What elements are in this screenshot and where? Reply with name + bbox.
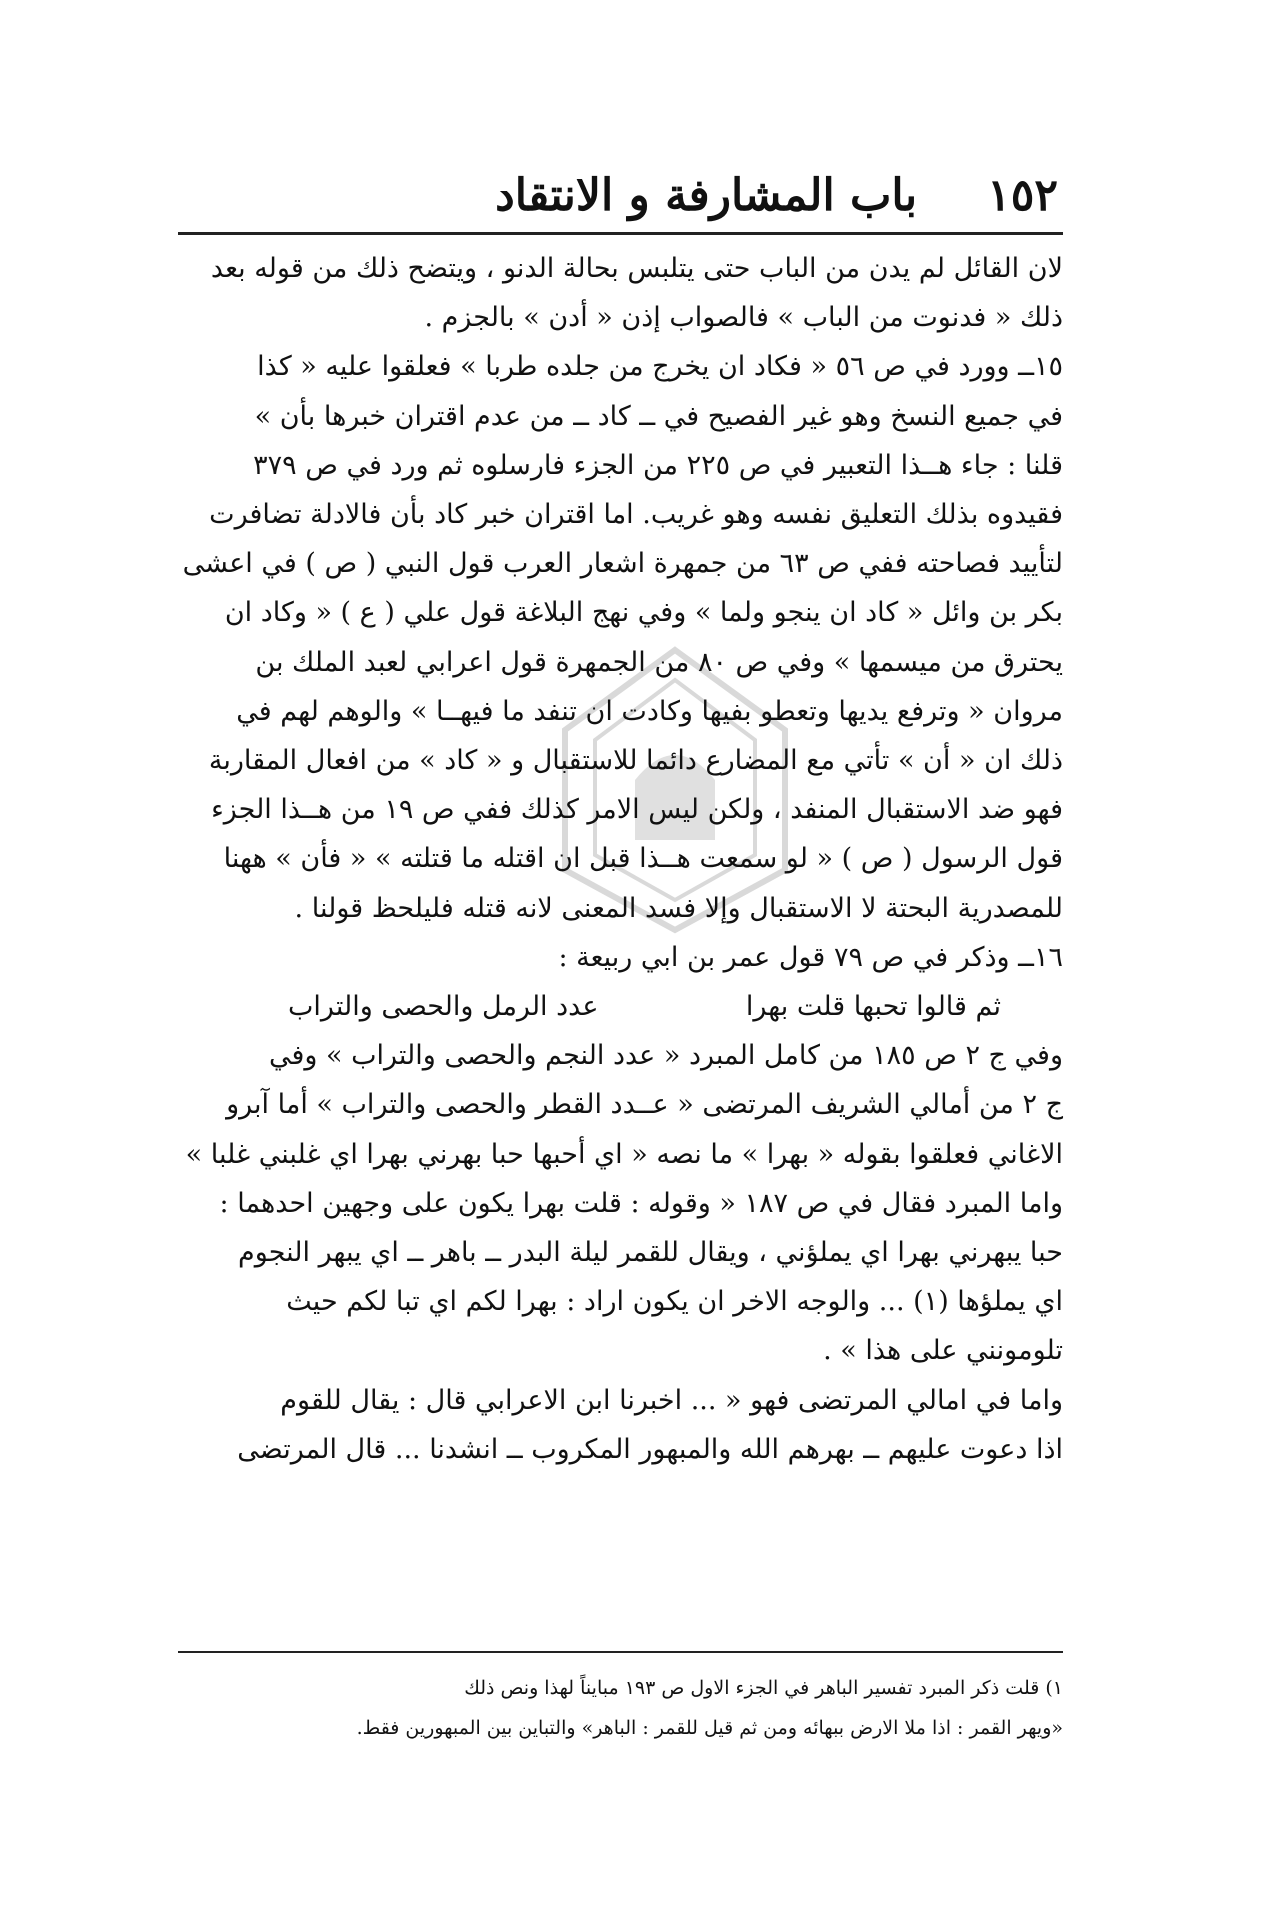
text-line: لتأييد فصاحته ففي ص ٦٣ من جمهرة اشعار العرب قول النبي ( ص ) في اعشى <box>182 548 1063 580</box>
text-line: يحترق من ميسمها » وفي ص ٨٠ من الجمهرة قول اعرابي لعبد الملك بن <box>255 646 1063 678</box>
footnote-rule <box>178 1651 1063 1653</box>
text-line: ذلك « فدنوت من الباب » فالصواب إذن « أدن » بالجزم . <box>424 302 1063 334</box>
text-line: للمصدرية البحتة لا الاستقبال وإلا فسد المعنى لانه قتله فليلحظ قولنا . <box>294 892 1063 924</box>
text-line: ذلك ان « أن » تأتي مع المضارع دائما للاستقبال و « كاد » من افعال المقاربة <box>208 745 1063 777</box>
text-line: قول الرسول ( ص ) « لو سمعت هــذا قبل ان اقتله ما قتلته » « فأن » ههنا <box>223 843 1063 875</box>
page-number: ١٥٢ <box>987 169 1058 221</box>
footnote <box>178 1668 1063 1748</box>
text-line: حبا يبهرني بهرا اي يملؤني ، ويقال للقمر ليلة البدر ــ باهر ــ اي يبهر النجوم <box>238 1237 1063 1269</box>
text-line: وفي ج ٢ ص ١٨٥ من كامل المبرد « عدد النجم والحصى والتراب » وفي <box>268 1040 1063 1072</box>
text-line: فقيدوه بذلك التعليق نفسه وهو غريب. اما اقتران خبر كاد بأن فالادلة تضافرت <box>209 499 1063 531</box>
footnote-line: ١) قلت ذكر المبرد تفسير الباهر في الجزء الاول ص ١٩٣ مبايناً لهذا ونص ذلك <box>464 1677 1063 1699</box>
page-header <box>178 165 1063 225</box>
text-line: ج ٢ من أمالي الشريف المرتضى « عــدد القطر والحصى والتراب » أما آبرو <box>226 1089 1063 1121</box>
poem-verse <box>178 982 1063 1031</box>
text-line: ١٦ــ وذكر في ص ٧٩ قول عمر بن ابي ربيعة : <box>558 941 1063 973</box>
running-title: باب المشارفة و الانتقاد <box>495 169 918 221</box>
text-line: قلنا : جاء هــذا التعبير في ص ٢٢٥ من الجزء فارسلوه ثم ورد في ص ٣٧٩ <box>253 449 1063 481</box>
text-line: مروان « وترفع يديها وتعطو بفيها وكادت ان تنفد ما فيهــا » والوهم لهم في <box>236 695 1063 727</box>
text-line: اي يملؤها (١) ... والوجه الاخر ان يكون اراد : بهرا لكم اي تبا لكم حيث <box>286 1286 1063 1318</box>
text-line: فهو ضد الاستقبال المنفد ، ولكن ليس الامر كذلك ففي ص ١٩ من هــذا الجزء <box>211 794 1063 826</box>
text-line: ١٥ــ وورد في ص ٥٦ « فكاد ان يخرج من جلده طربا » فعلقوا عليه « كذا <box>257 351 1063 383</box>
text-line: تلومونني على هذا » . <box>823 1335 1063 1367</box>
second-hemistich: عدد الرمل والحصى والتراب <box>288 991 599 1023</box>
text-line: الاغاني فعلقوا بقوله « بهرا » ما نصه « اي أحبها حبا بهرني بهرا اي غلبني غلبا » <box>185 1138 1063 1170</box>
text-line: واما في امالي المرتضى فهو « ... اخبرنا ابن الاعرابي قال : يقال للقوم <box>280 1384 1063 1416</box>
text-line: بكر بن وائل « كاد ان ينجو ولما » وفي نهج البلاغة قول علي ( ع ) « وكاد ان <box>224 597 1063 629</box>
main-text <box>178 244 1063 1474</box>
text-line: واما المبرد فقال في ص ١٨٧ « وقوله : قلت بهرا يكون على وجهين احدهما : <box>219 1187 1063 1219</box>
text-line: اذا دعوت عليهم ــ بهرهم الله والمبهور المكروب ــ انشدنا ... قال المرتضى <box>237 1433 1063 1465</box>
first-hemistich: ثم قالوا تحبها قلت بهرا <box>745 991 1001 1023</box>
text-line: في جميع النسخ وهو غير الفصيح في ــ كاد ــ من عدم اقتران خبرها بأن » <box>254 400 1063 432</box>
text-line: لان القائل لم يدن من الباب حتى يتلبس بحالة الدنو ، ويتضح ذلك من قوله بعد <box>210 253 1063 284</box>
footnote-line: «ويهر القمر : اذا ملا الارض ببهائه ومن ثم قيل للقمر : الباهر» والتباين بين المبهورين فقط. <box>356 1717 1063 1739</box>
header-rule <box>178 232 1063 235</box>
